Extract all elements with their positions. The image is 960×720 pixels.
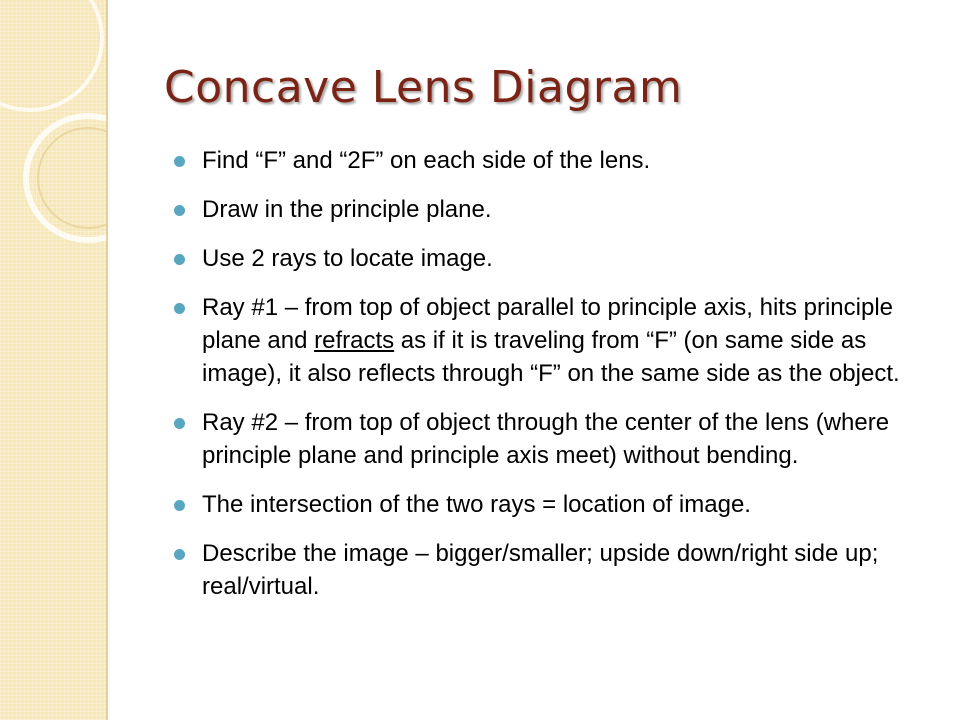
bullet-item	[174, 242, 934, 275]
bullet-text: The intersection of the two rays = location of image.	[202, 491, 751, 518]
bullet-item	[174, 406, 934, 472]
bullet-text: Describe the image – bigger/smaller; upside down/right side up; real/virtual.	[202, 540, 879, 600]
bullet-text-part: Ray #1 – from top of object parallel to principle axis, hits principle plane and	[202, 294, 894, 354]
bullet-text: Use 2 rays to locate image.	[202, 245, 493, 272]
bullet-item	[174, 144, 934, 177]
bullet-item	[174, 537, 934, 603]
decorative-rings	[0, 0, 106, 720]
bullet-item	[174, 193, 934, 226]
bullet-item	[174, 488, 934, 521]
slide-title: Concave Lens Diagram	[164, 62, 683, 113]
bullet-dot-icon	[174, 205, 185, 216]
bullet-text: Draw in the principle plane.	[202, 196, 492, 223]
bullet-dot-icon	[174, 418, 185, 429]
bullet-text: Ray #2 – from top of object through the center of the lens (where principle plane and principle axis meet) without bending.	[202, 409, 890, 469]
decorative-side-band	[0, 0, 108, 720]
bullet-dot-icon	[174, 156, 185, 167]
decorative-ring-inner	[38, 128, 106, 228]
bullet-text-part: as if it is traveling from “F” (on same side as image), it also reflects through “F” on the same side as the object.	[202, 327, 900, 387]
bullet-list	[174, 144, 934, 619]
bullet-dot-icon	[174, 254, 185, 265]
decorative-ring-top	[0, 0, 102, 110]
bullet-dot-icon	[174, 303, 185, 314]
bullet-dot-icon	[174, 500, 185, 511]
bullet-text: Find “F” and “2F” on each side of the lens.	[202, 147, 651, 174]
underlined-term: refracts	[314, 327, 395, 354]
bullet-dot-icon	[174, 549, 185, 560]
bullet-item	[174, 291, 934, 390]
